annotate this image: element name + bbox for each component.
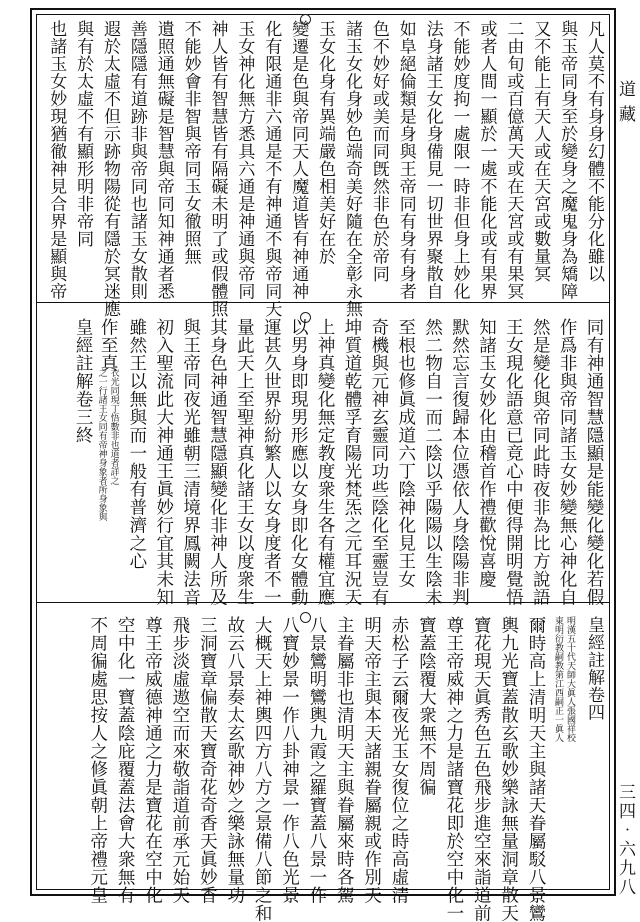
text-column: 寶蓋陰覆大衆無不周徧 [416,616,437,796]
text-column: 法身諸王女化身備見一切世界聚散自 [422,20,443,300]
text-column: 雖然王以無與而一般有普濟之心 [126,318,147,570]
text-column: 空中化一寶蓋陰庇覆蓋法會大衆無有 [115,616,136,904]
text-column: 作至真 [98,318,119,372]
text-column: 八寶妙景一作八卦神景一作八色光景 [279,616,300,904]
text-column: 爾時高上清明天主與諸天眷屬駁八景鸞 [526,616,546,922]
text-column: 不能妙度拘一處限一時非但身上妙化 [449,20,470,300]
text-column: 不周徧處思按人之修眞朝上帝禮元皇 [87,616,108,904]
text-column: 與王帝同夜光雖朝三清境界鳳闕法音 [180,318,201,606]
text-column: 明天帝主與本天諸親眷屬親或作別天 [361,616,382,904]
text-column: 八景鸞明鸞輿九霞之羅寶蓋八景一作 [306,616,327,904]
text-column: 遐於太虛不但示跡物陽從有隱於冥迷應 [99,20,120,318]
volume-end-title: 皇經註解卷三終 [73,318,94,444]
text-panel-2 [40,318,606,606]
text-column: 默然忘言復歸本位憑依人身陰陽非判 [449,318,470,606]
credits-pair [548,616,580,892]
text-column: 善隱隱有道跡非與帝同也諸玉女散則 [126,20,147,300]
text-column: 如阜絕倫類是身與王帝同有身有身者 [395,20,416,300]
text-column: 玉女化身有異端嚴色相美好在於 [315,20,336,265]
text-column: 遺照通無礙是智慧與帝同知神通者悉 [153,20,174,300]
text-column: 二由旬或百億萬天或在天宮或有果冥 [503,20,524,300]
text-column: 又不能上有天人或在天宮或數量冥 [530,20,551,283]
margin-title: 道藏 [615,80,635,130]
text-column: 知諸玉女妙化由稽首作禮歡悅喜慶 [476,318,497,588]
text-column: 玉女神化無方悉具六通是神通與帝同 [234,20,255,300]
annotation-column: 之一行諸王女同有帝神身象者所身象與 [96,368,107,521]
text-column: 大概天上神輿四方八方之景備八節之和 [252,616,273,922]
volume-title: 皇經註解卷四 [584,616,604,721]
text-panel-1 [40,20,606,318]
text-column: 赤松子云爾夜光玉女復位之時高虛清 [389,616,410,904]
annotation-column: 衣光同現丁悟數非也道者詳之 [108,368,119,485]
annotation-column: 明漢五十代天師大眞人張國祥校 [565,616,575,742]
text-column: 至根也修眞成道六丁陰神化見王女 [395,318,416,588]
text-column: 輿九光寶蓋散玄歌妙樂詠無量洞章散天 [498,616,519,922]
text-column: 王女現化語意已竟心中便得開明覺悟 [503,318,524,606]
text-column: 諸玉女化身妙色端奇美好隨在全彰永無 [341,20,362,318]
text-column: 也諸玉女妙現猶徹神見合界是顯與帝 [46,20,67,300]
text-column: 其身色神通智慧隱顯變化非神人所及 [207,318,228,606]
text-column: 飛步淡虛遨空而來敬詣道前承元始天 [169,616,190,904]
text-column: 神人皆有智慧皆有隔礙未明了或假體照 [207,20,228,318]
text-column: 故云八景奏太玄歌神妙之樂詠無量功 [224,616,245,904]
text-column: 不能妙會非智與帝同玉女徹照無 [180,20,201,265]
text-column: 色不妙好或美而同旣然非色於帝同 [368,20,389,283]
text-column: 然是變化與帝同此時夜非為比方說語 [530,318,551,606]
text-column: 量此天上至聖神真化諸王女以度衆生 [234,318,255,606]
text-column: 化有限通非六通是不有神通不與帝同天 [261,20,282,318]
text-column: 三洞寶章偏散天寶奇花奇香天眞妙香 [197,616,218,904]
text-column: 以男身即現男形應以女身即化女體動 [288,318,309,606]
text-column: 尊王帝威神之力是諸寶花即於空中化一 [443,616,464,922]
text-column: 寶花現天眞秀色五色飛步進空來詣道前 [471,616,492,922]
text-column: 主眷屬非也清明天主與眷屬來時各駕 [334,616,355,904]
text-column: 坤質道乾體孚育陽光梵炁之元耳況天 [341,318,362,606]
text-column: 變遷是色與帝同天人魔道皆有神通神 [288,20,309,300]
mixed-column [95,318,122,600]
text-column: 然二物自一而二陰以乎陽陽以生陰未 [422,318,443,606]
text-panel-3 [40,616,606,922]
panel-divider-upper [36,302,610,303]
text-column: 或者人間一顯於一處不能化或有果界 [476,20,497,300]
page-number: 三四‧六九八 [615,783,635,897]
text-column: 尊王帝威德神通之力是寶花在空中化 [142,616,163,904]
text-column: 與有於太虛不有顯形明非帝同 [73,20,94,248]
text-column: 初入聖流此大神通王眞妙行宜其未知 [153,318,174,606]
text-column: 凡人莫不有身身幻體不能分化雖以 [584,20,604,283]
text-column: 運甚久世界紛紛繁人以女身度者不一 [261,318,282,606]
annotation-column: 東明衍教嗣教第江西嗣正一眞人 [553,616,563,742]
text-column: 與玉帝同身至於變身之魔鬼身為矯障 [557,20,578,300]
annotation-pair [95,368,120,521]
text-column: 奇機與元神玄靈同功些陰化至靈豈有 [368,318,389,606]
text-column: 作爲非與帝同諸玉女妙變無心神化自 [557,318,578,606]
text-column: 同有神通智慧隱顯是能變化變化若假 [584,318,604,606]
text-column: 上神真變化無定教度衆生各有權宜應 [315,318,336,606]
